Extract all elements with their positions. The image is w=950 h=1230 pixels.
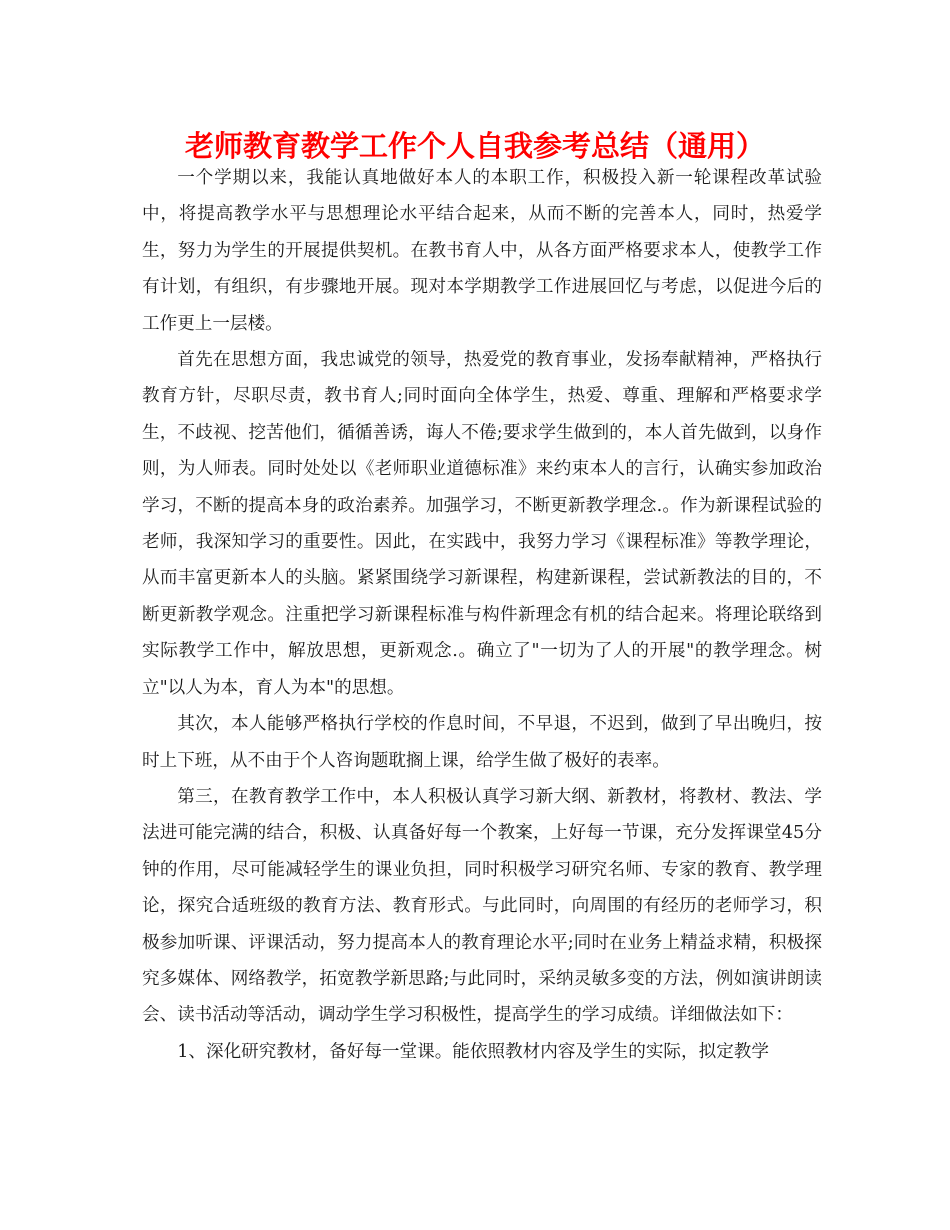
- paragraph-discipline: 其次，本人能够严格执行学校的作息时间，不早退，不迟到，做到了早出晚归，按时上下班，从不由于个人咨询题耽搁上课，给学生做了极好的表率。: [142, 714, 822, 771]
- paragraph-item-1: 1、深化研究教材，备好每一堂课。能依照教材内容及学生的实际，拟定教学: [177, 1041, 769, 1062]
- paragraph-teaching: 第三，在教育教学工作中，本人积极认真学习新大纲、新教材，将教材、教法、学法进可能完满的结合，积极、认真备好每一个教案，上好每一节课，充分发挥课堂45分钟的作用，尽可能减轻学生的课业负担，同时积极学习研究名师、专家的教育、教学理论，探究合适班级的教育方法、教育形式。与此同时，向周围的有经历的老师学习，积极参加听课、评课活动，努力提高本人的教育理论水平;同时在业务上精益求精，积极探究多媒体、网络教学，拓宽教学新思路;与此同时，采纳灵敏多变的方法，例如演讲朗读会、读书活动等活动，调动学生学习积极性，提高学生的学习成绩。详细做法如下：: [142, 786, 822, 1026]
- paragraph-intro: 一个学期以来，我能认真地做好本人的本职工作，积极投入新一轮课程改革试验中，将提高教学水平与思想理论水平结合起来，从而不断的完善本人，同时，热爱学生，努力为学生的开展提供契机。在教书育人中，从各方面严格要求本人，使教学工作有计划，有组织，有步骤地开展。现对本学期教学工作进展回忆与考虑，以促进今后的工作更上一层楼。: [142, 168, 822, 334]
- document-body: [142, 160, 822, 1070]
- document-title: 老师教育教学工作个人自我参考总结（通用）: [184, 129, 765, 163]
- paragraph-ideology: 首先在思想方面，我忠诚党的领导，热爱党的教育事业，发扬奉献精神，严格执行教育方针，尽职尽责，教书育人;同时面向全体学生，热爱、尊重、理解和严格要求学生，不歧视、挖苦他们，循循善诱，诲人不倦;要求学生做到的，本人首先做到，以身作则，为人师表。同时处处以《老师职业道德标准》来约束本人的言行，认确实参加政治学习，不断的提高本身的政治素养。加强学习，不断更新教学理念.。作为新课程试验的老师，我深知学习的重要性。因此，在实践中，我努力学习《课程标准》等教学理论，从而丰富更新本人的头脑。紧紧围绕学习新课程，构建新课程，尝试新教法的目的，不断更新教学观念。注重把学习新课程标准与构件新理念有机的结合起来。将理论联络到实际教学工作中，解放思想，更新观念.。确立了"一切为了人的开展"的教学理念。树立"以人为本，育人为本"的思想。: [142, 350, 822, 698]
